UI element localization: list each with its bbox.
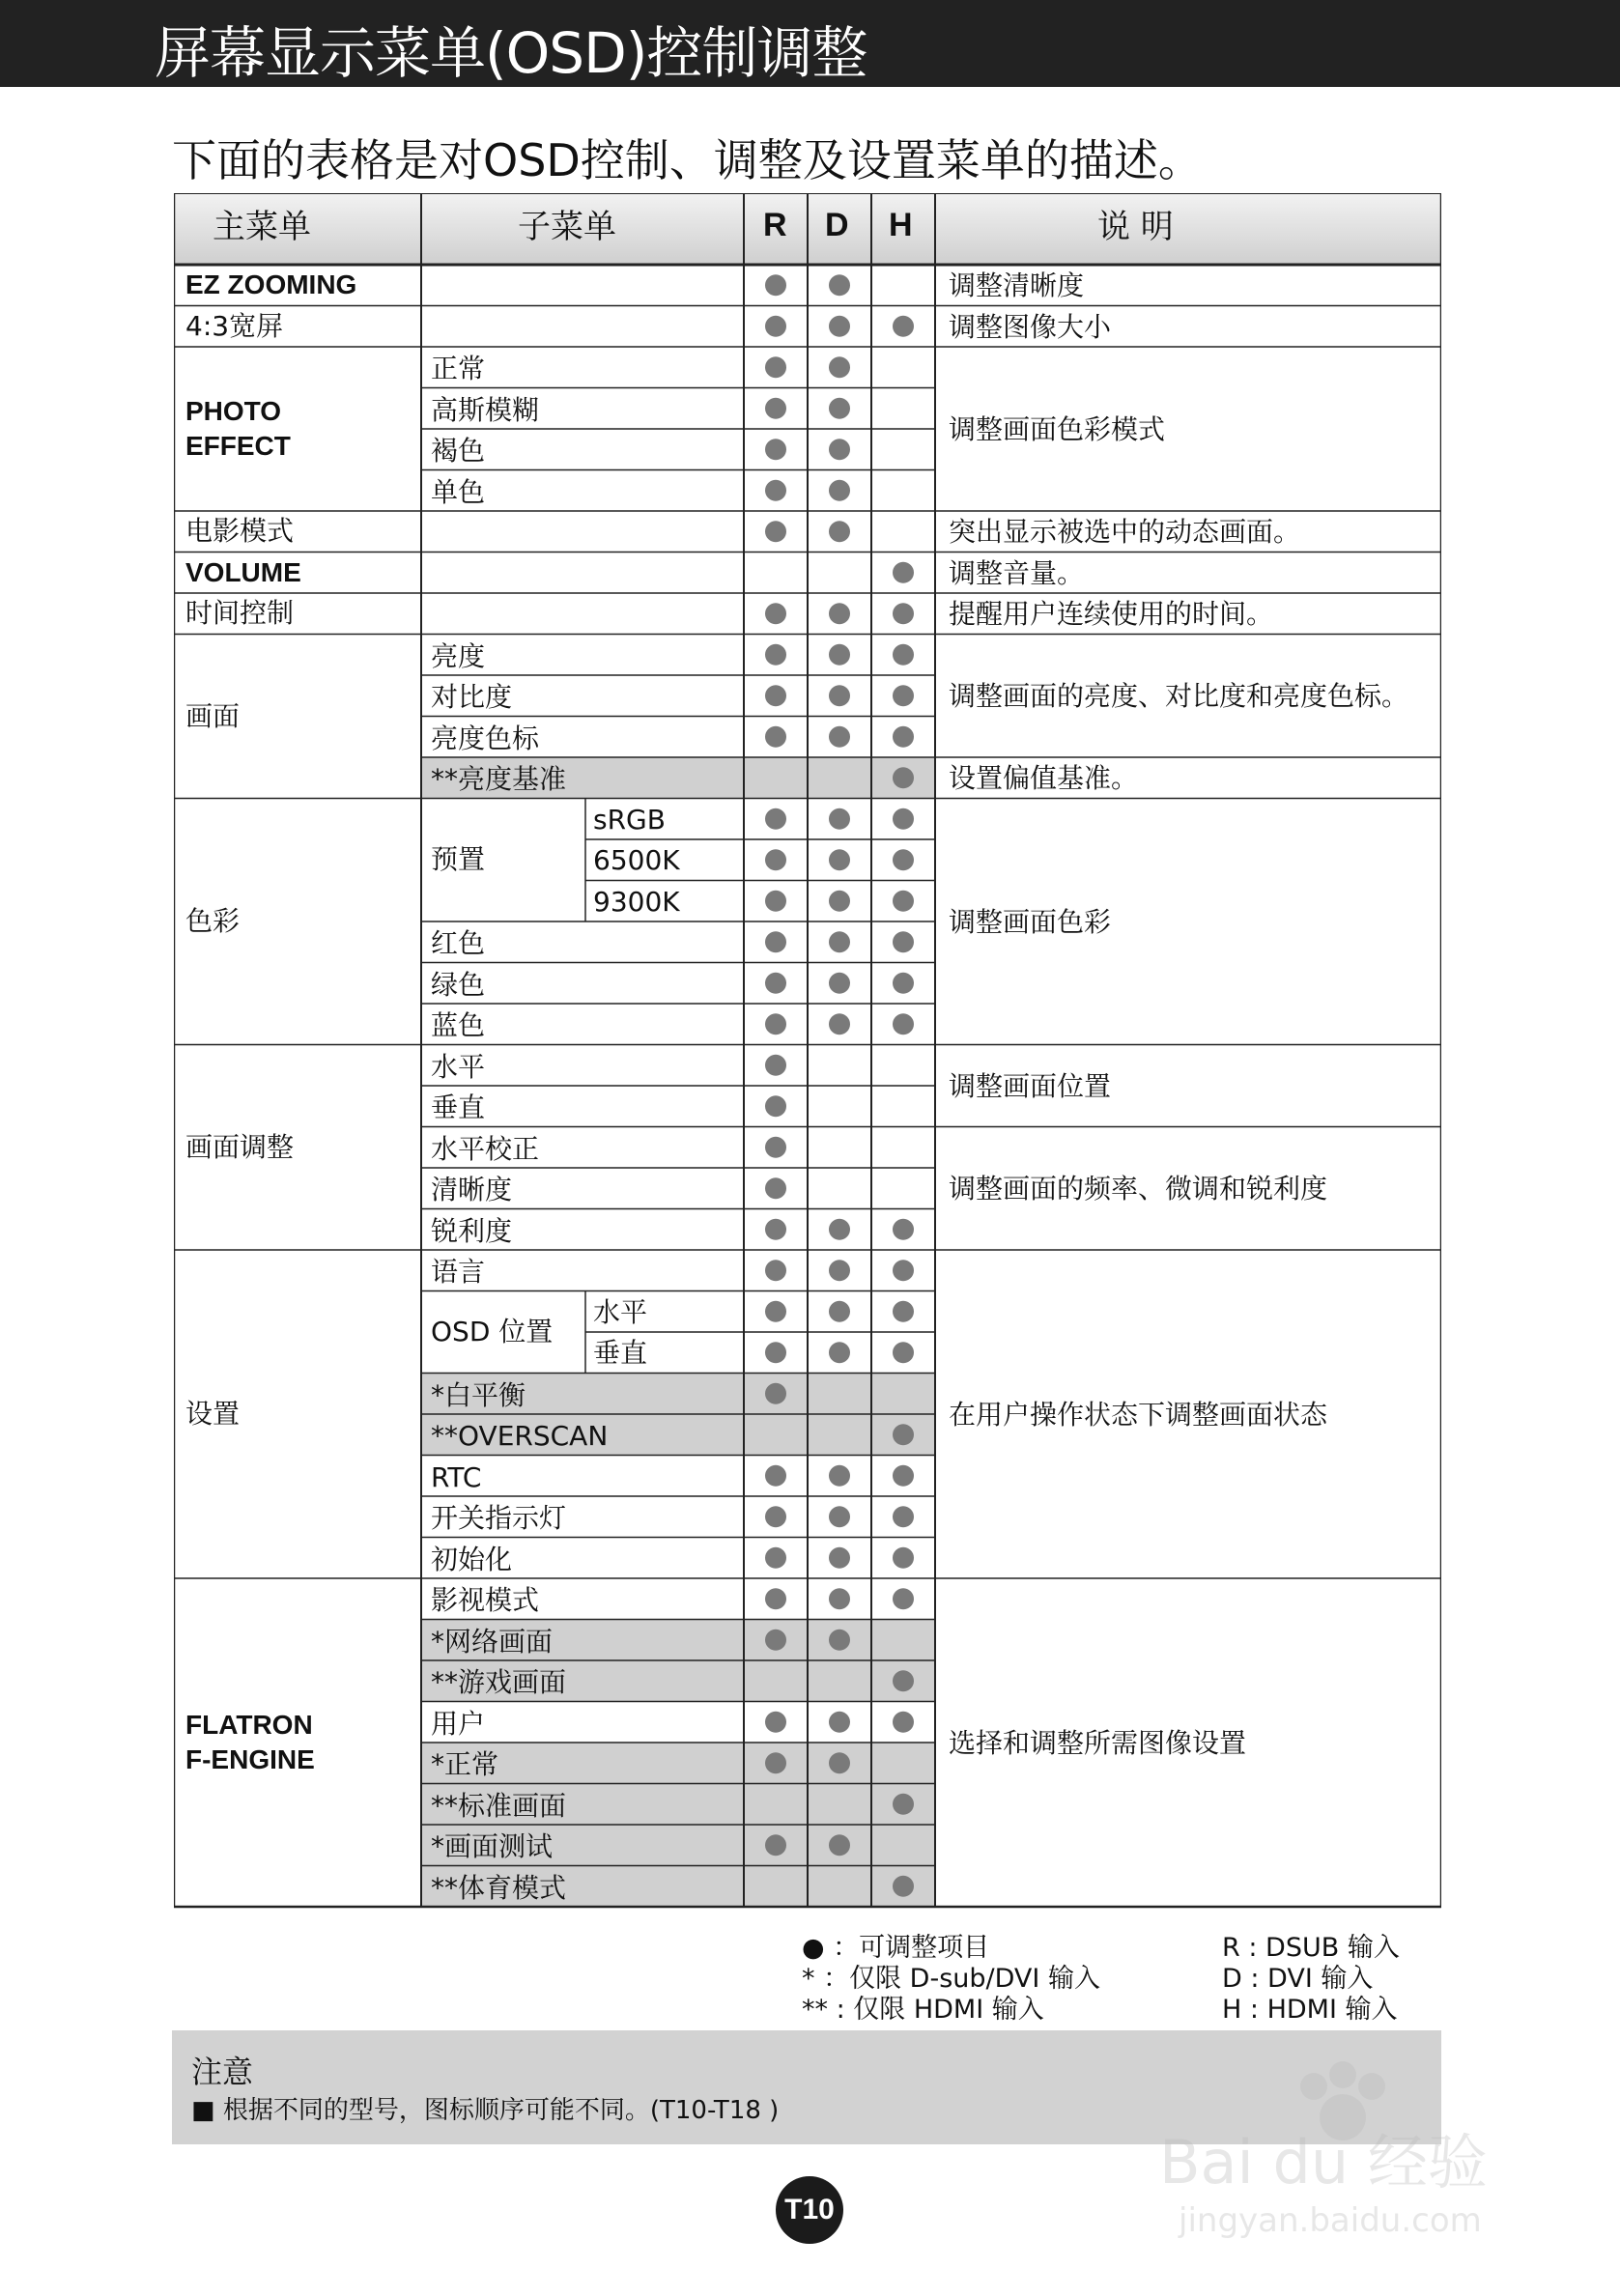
description-text: 在用户操作状态下调整画面状态 bbox=[949, 1399, 1328, 1431]
adjustable-dot bbox=[829, 1260, 850, 1281]
sub-menu-label: 水平 bbox=[431, 1050, 486, 1083]
adjustable-dot bbox=[893, 1670, 914, 1691]
adjustable-dot bbox=[765, 973, 786, 994]
adjustable-dot bbox=[829, 1465, 850, 1487]
adjustable-dot bbox=[829, 603, 850, 624]
adjustable-dot bbox=[765, 726, 786, 748]
adjustable-dot bbox=[893, 849, 914, 870]
description-text: 选择和调整所需图像设置 bbox=[949, 1727, 1247, 1759]
adjustable-dot bbox=[893, 891, 914, 912]
adjustable-dot bbox=[829, 480, 850, 501]
adjustable-dot bbox=[765, 1137, 786, 1158]
adjustable-dot bbox=[765, 1465, 786, 1487]
sub-menu-label: 清晰度 bbox=[431, 1174, 513, 1205]
adjustable-dot bbox=[765, 1095, 786, 1117]
watermark-url: jingyan.baidu.com bbox=[1179, 2201, 1482, 2240]
header-d: D bbox=[825, 207, 849, 243]
adjustable-dot bbox=[829, 439, 850, 460]
sub-menu-label: 高斯模糊 bbox=[431, 393, 540, 426]
header-h: H bbox=[889, 207, 913, 243]
note-text: ■ 根据不同的型号，图标顺序可能不同。(T10-T18 ) bbox=[191, 2096, 780, 2125]
adjustable-dot bbox=[829, 973, 850, 994]
adjustable-dot bbox=[765, 1013, 786, 1035]
adjustable-dot bbox=[893, 644, 914, 666]
adjustable-dot bbox=[829, 1342, 850, 1363]
adjustable-dot bbox=[893, 931, 914, 952]
header-r: R bbox=[763, 207, 787, 243]
adjustable-dot bbox=[765, 1260, 786, 1281]
sub-menu-label: **OVERSCAN bbox=[431, 1420, 609, 1452]
adjustable-dot bbox=[893, 767, 914, 788]
adjustable-dot bbox=[765, 480, 786, 501]
adjustable-dot bbox=[829, 1712, 850, 1733]
adjustable-dot bbox=[829, 1506, 850, 1527]
sub-menu-label: 初始化 bbox=[431, 1543, 513, 1575]
adjustable-dot bbox=[829, 1752, 850, 1773]
adjustable-dot bbox=[765, 931, 786, 952]
description-text: 调整画面的亮度、对比度和亮度色标。 bbox=[949, 680, 1409, 713]
description-text: 调整画面位置 bbox=[949, 1070, 1112, 1102]
main-menu-label: 画面 bbox=[185, 699, 241, 732]
description-text: 调整图像大小 bbox=[949, 310, 1112, 343]
adjustable-dot bbox=[765, 1219, 786, 1240]
adjustable-dot bbox=[765, 439, 786, 460]
adjustable-dot bbox=[765, 1630, 786, 1651]
adjustable-dot bbox=[829, 316, 850, 337]
adjustable-dot bbox=[893, 1506, 914, 1527]
adjustable-dot bbox=[765, 1342, 786, 1363]
adjustable-dot bbox=[893, 1876, 914, 1897]
description-text: 调整画面色彩模式 bbox=[949, 413, 1166, 445]
adjustable-dot bbox=[829, 644, 850, 666]
legend-r: R : DSUB 输入 bbox=[1222, 1933, 1400, 1963]
adjustable-dot bbox=[765, 356, 786, 378]
description-text: 提醒用户连续使用的时间。 bbox=[949, 598, 1274, 631]
sub2-menu-label: 水平 bbox=[593, 1295, 648, 1328]
adjustable-dot bbox=[765, 1177, 786, 1199]
description-text: 调整画面的频率、微调和锐利度 bbox=[949, 1173, 1328, 1205]
main-menu-label: 电影模式 bbox=[185, 515, 295, 548]
sub-menu-label: 褐色 bbox=[431, 435, 486, 467]
adjustable-dot bbox=[829, 1588, 850, 1609]
note-title: 注意 bbox=[191, 2054, 254, 2090]
description-text: 调整画面色彩 bbox=[949, 906, 1112, 938]
sub-menu-label: 开关指示灯 bbox=[431, 1502, 567, 1534]
legend-dot: ● ：可调整项目 bbox=[802, 1933, 990, 1963]
adjustable-dot bbox=[893, 316, 914, 337]
adjustable-dot bbox=[765, 808, 786, 830]
main-menu-label: PHOTO bbox=[185, 396, 282, 426]
adjustable-dot bbox=[829, 685, 850, 706]
sub-menu-label: 影视模式 bbox=[431, 1584, 540, 1616]
sub2-menu-label: 9300K bbox=[593, 885, 680, 918]
adjustable-dot bbox=[893, 1301, 914, 1322]
adjustable-dot bbox=[893, 685, 914, 706]
adjustable-dot bbox=[893, 1794, 914, 1815]
osd-table bbox=[174, 193, 1441, 1914]
description-text: 设置偏值基准。 bbox=[949, 762, 1139, 795]
sub-menu-label: *网络画面 bbox=[431, 1625, 554, 1658]
adjustable-dot bbox=[829, 891, 850, 912]
adjustable-dot bbox=[893, 973, 914, 994]
adjustable-dot bbox=[765, 1547, 786, 1569]
adjustable-dot bbox=[893, 1588, 914, 1609]
adjustable-dot bbox=[765, 849, 786, 870]
legend-h: H : HDMI 输入 bbox=[1222, 1995, 1398, 2025]
sub-menu-label: **标准画面 bbox=[431, 1789, 567, 1822]
sub-menu-label: 蓝色 bbox=[431, 1009, 486, 1041]
adjustable-dot bbox=[765, 521, 786, 542]
table-grid bbox=[174, 193, 1441, 1914]
sub-menu-label: **游戏画面 bbox=[431, 1666, 567, 1698]
watermark-logo bbox=[1150, 2048, 1555, 2241]
sub-menu-label: 红色 bbox=[431, 927, 486, 959]
sub-menu-label: 对比度 bbox=[431, 681, 513, 713]
adjustable-dot bbox=[829, 356, 850, 378]
adjustable-dot bbox=[765, 316, 786, 337]
adjustable-dot bbox=[893, 1260, 914, 1281]
sub2-menu-label: 垂直 bbox=[593, 1337, 648, 1369]
sub2-menu-label: sRGB bbox=[593, 803, 666, 836]
legend-star: * ：仅限 D-sub/DVI 输入 bbox=[802, 1964, 1100, 1994]
adjustable-dot bbox=[893, 1342, 914, 1363]
sub-menu-label: *正常 bbox=[431, 1748, 499, 1780]
adjustable-dot bbox=[829, 931, 850, 952]
adjustable-dot bbox=[893, 1013, 914, 1035]
adjustable-dot bbox=[829, 726, 850, 748]
sub-menu-label: 亮度 bbox=[431, 639, 486, 672]
sub-menu-label: OSD 位置 bbox=[431, 1316, 554, 1347]
adjustable-dot bbox=[765, 1506, 786, 1527]
main-menu-label: 画面调整 bbox=[185, 1130, 295, 1163]
sub-menu-label: 亮度色标 bbox=[431, 722, 540, 754]
adjustable-dot bbox=[765, 398, 786, 419]
adjustable-dot bbox=[829, 274, 850, 296]
adjustable-dot bbox=[765, 1301, 786, 1322]
main-menu-label: 设置 bbox=[185, 1398, 241, 1430]
main-menu-label: EFFECT bbox=[185, 431, 291, 461]
adjustable-dot bbox=[893, 603, 914, 624]
description-text: 调整清晰度 bbox=[949, 269, 1085, 302]
main-menu-label: F-ENGINE bbox=[185, 1744, 315, 1774]
page-number: T10 bbox=[776, 2176, 843, 2244]
sub-menu-label: 绿色 bbox=[431, 968, 486, 1001]
adjustable-dot bbox=[765, 274, 786, 296]
adjustable-dot bbox=[893, 562, 914, 583]
sub-menu-label: RTC bbox=[431, 1460, 482, 1493]
sub-menu-label: **体育模式 bbox=[431, 1871, 567, 1904]
description-text: 突出显示被选中的动态画面。 bbox=[949, 516, 1301, 549]
adjustable-dot bbox=[829, 398, 850, 419]
adjustable-dot bbox=[765, 1752, 786, 1773]
sub-menu-label: **亮度基准 bbox=[431, 763, 567, 795]
description-text: 调整音量。 bbox=[949, 556, 1085, 589]
legend-double-star: ** : 仅限 HDMI 输入 bbox=[802, 1995, 1044, 2025]
header-sub-menu: 子菜单 bbox=[518, 208, 616, 246]
watermark-brand: Bai du 经验 bbox=[1159, 2127, 1488, 2197]
main-menu-label: 时间控制 bbox=[185, 597, 295, 630]
main-menu-label: VOLUME bbox=[185, 556, 301, 587]
adjustable-dot bbox=[765, 685, 786, 706]
adjustable-dot bbox=[765, 1588, 786, 1609]
title-bar bbox=[0, 0, 1620, 87]
adjustable-dot bbox=[765, 1055, 786, 1076]
main-menu-label: 4:3宽屏 bbox=[185, 309, 284, 342]
adjustable-dot bbox=[829, 521, 850, 542]
adjustable-dot bbox=[765, 603, 786, 624]
adjustable-dot bbox=[893, 1712, 914, 1733]
sub-menu-label: 水平校正 bbox=[431, 1132, 540, 1165]
adjustable-dot bbox=[893, 1424, 914, 1445]
adjustable-dot bbox=[893, 808, 914, 830]
sub-menu-label: 锐利度 bbox=[431, 1214, 513, 1247]
legend-d: D : DVI 输入 bbox=[1222, 1964, 1374, 1994]
adjustable-dot bbox=[893, 1465, 914, 1487]
adjustable-dot bbox=[765, 1383, 786, 1404]
sub-menu-label: *画面测试 bbox=[431, 1830, 554, 1862]
sub-menu-label: 垂直 bbox=[431, 1091, 486, 1123]
adjustable-dot bbox=[829, 1547, 850, 1569]
sub-menu-label: *白平衡 bbox=[431, 1378, 526, 1411]
intro-text: 下面的表格是对OSD控制、调整及设置菜单的描述。 bbox=[172, 134, 1203, 186]
adjustable-dot bbox=[765, 644, 786, 666]
adjustable-dot bbox=[829, 808, 850, 830]
adjustable-dot bbox=[829, 1301, 850, 1322]
sub-menu-label: 用户 bbox=[431, 1707, 486, 1740]
sub-menu-label: 语言 bbox=[431, 1256, 486, 1288]
adjustable-dot bbox=[893, 1547, 914, 1569]
adjustable-dot bbox=[829, 849, 850, 870]
page-title: 屏幕显示菜单(OSD)控制调整 bbox=[155, 20, 867, 86]
adjustable-dot bbox=[829, 1013, 850, 1035]
adjustable-dot bbox=[829, 1630, 850, 1651]
main-menu-label: EZ ZOOMING bbox=[185, 269, 357, 300]
header-description: 说 明 bbox=[1097, 208, 1174, 246]
adjustable-dot bbox=[765, 1712, 786, 1733]
sub-menu-label: 正常 bbox=[431, 353, 486, 384]
adjustable-dot bbox=[893, 726, 914, 748]
main-menu-label: 色彩 bbox=[185, 905, 241, 937]
sub-menu-label: 单色 bbox=[431, 475, 486, 508]
adjustable-dot bbox=[829, 1219, 850, 1240]
sub2-menu-label: 6500K bbox=[593, 844, 680, 876]
sub-menu-label: 预置 bbox=[431, 843, 486, 876]
adjustable-dot bbox=[765, 891, 786, 912]
adjustable-dot bbox=[765, 1834, 786, 1856]
main-menu-label: FLATRON bbox=[185, 1710, 313, 1740]
header-main-menu: 主菜单 bbox=[213, 208, 311, 246]
adjustable-dot bbox=[893, 1219, 914, 1240]
adjustable-dot bbox=[829, 1834, 850, 1856]
